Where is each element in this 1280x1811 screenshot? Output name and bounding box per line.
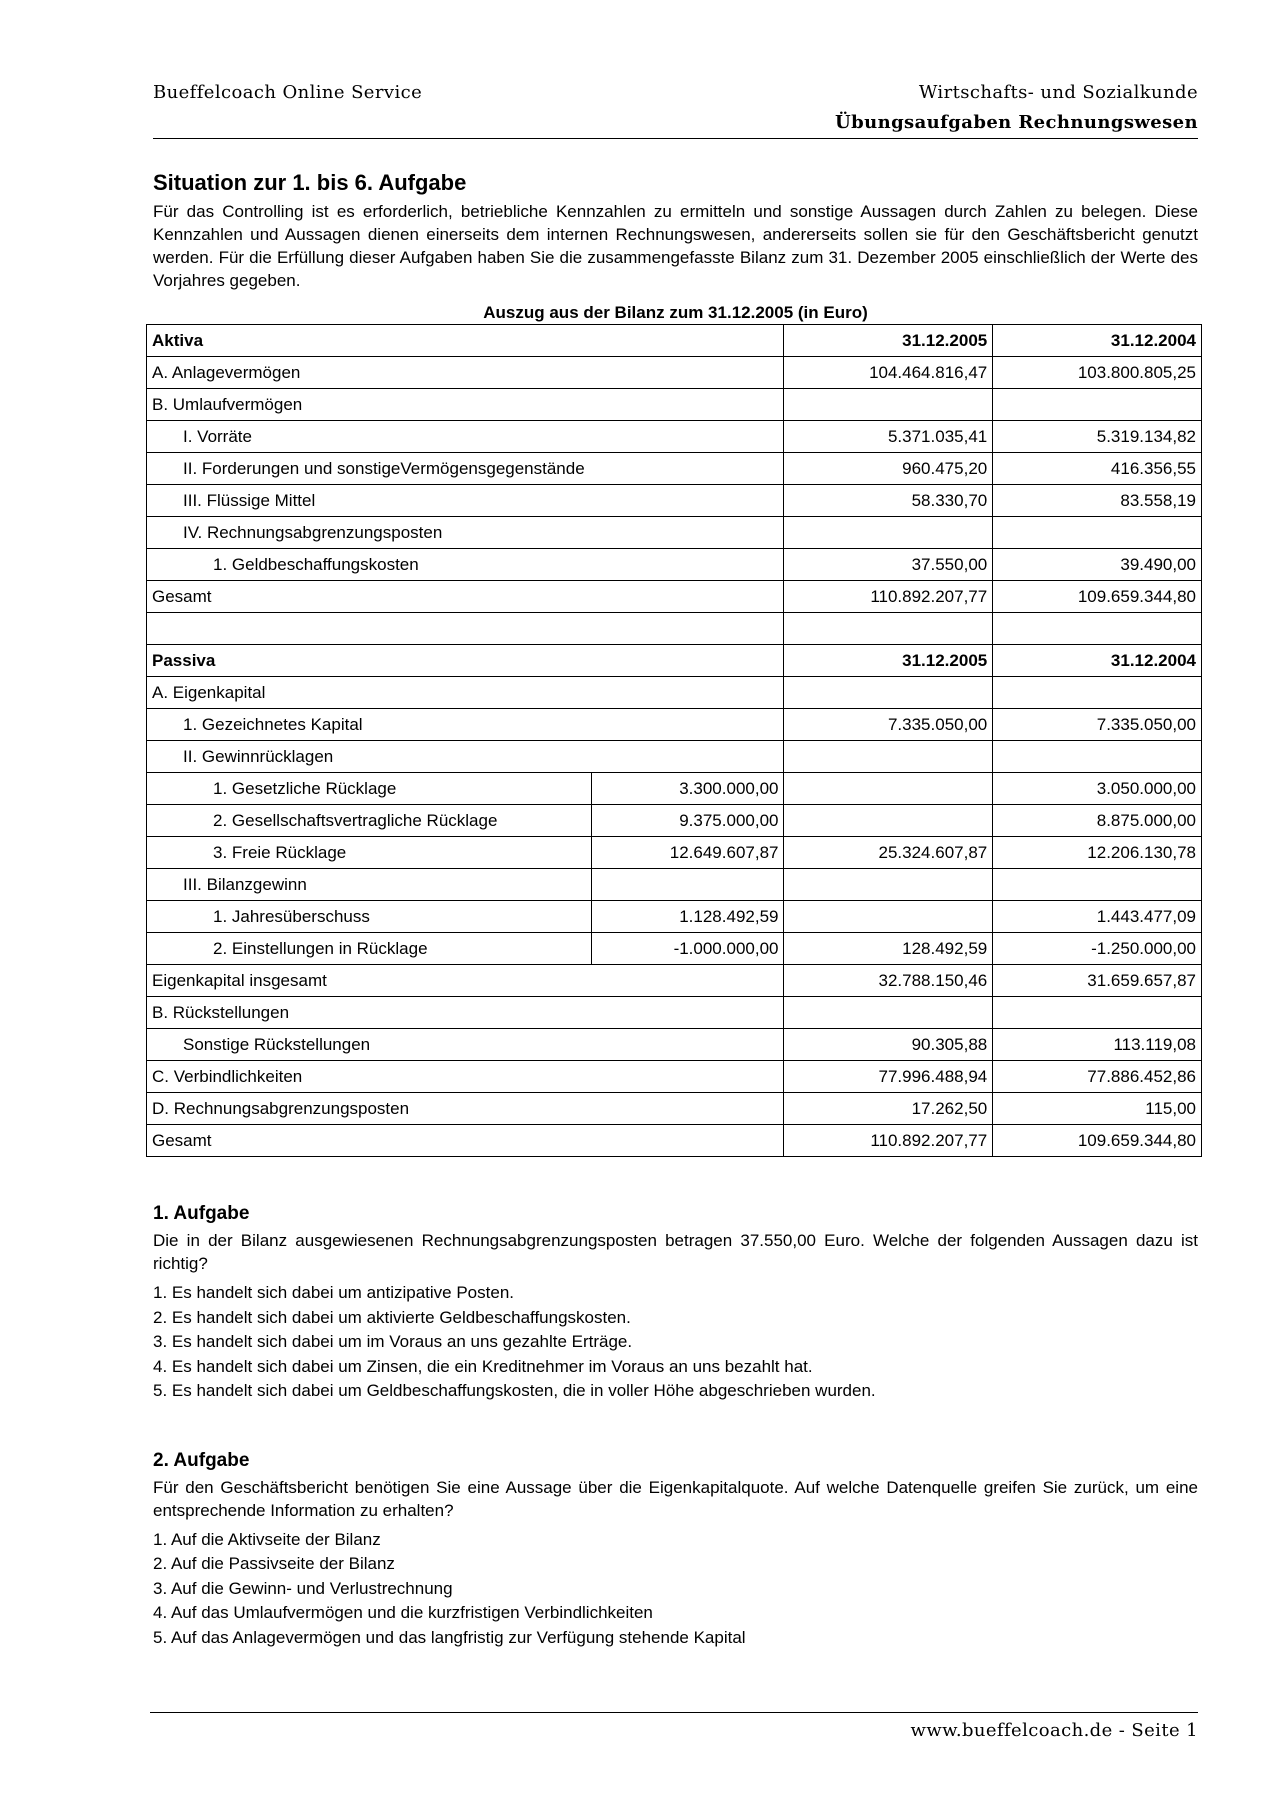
list-item: 2. Auf die Passivseite der Bilanz: [153, 1554, 395, 1573]
value-2004: [993, 517, 1202, 549]
header-left: Bueffelcoach Online Service: [153, 82, 423, 103]
sub-value: [591, 869, 784, 901]
table-row: [147, 965, 1202, 997]
table-title: Auszug aus der Bilanz zum 31.12.2005 (in Euro): [483, 303, 868, 322]
value-2005: [784, 517, 993, 549]
sub-value: -1.000.000,00: [591, 933, 784, 965]
row-label: IV. Rechnungsabgrenzungsposten: [147, 517, 784, 549]
table-row: [147, 805, 1202, 837]
table-row: [147, 517, 1202, 549]
balance-sheet-table: [146, 324, 1202, 1157]
value-2005: 7.335.050,00: [784, 709, 993, 741]
value-2004: [993, 389, 1202, 421]
table-row: [147, 1093, 1202, 1125]
value-2004: 103.800.805,25: [993, 357, 1202, 389]
list-item: 3. Es handelt sich dabei um im Voraus an uns gezahlte Erträge.: [153, 1332, 633, 1351]
task-1-text: Die in der Bilanz ausgewiesenen Rechnungsabgrenzungsposten betragen 37.550,00 Euro. Welche der folgenden Aussagen dazu ist richtig?: [153, 1231, 1198, 1273]
value-2004: 1.443.477,09: [993, 901, 1202, 933]
value-2005: [784, 677, 993, 709]
table-row: [147, 549, 1202, 581]
value-2005: 110.892.207,77: [784, 1125, 993, 1157]
row-label: Gesamt: [147, 1125, 784, 1157]
value-2005: 77.996.488,94: [784, 1061, 993, 1093]
row-label: D. Rechnungsabgrenzungsposten: [147, 1093, 784, 1125]
table-row: [147, 1029, 1202, 1061]
task-2: [153, 1448, 1198, 1651]
value-2004: 109.659.344,80: [993, 581, 1202, 613]
table-row: [147, 677, 1202, 709]
value-2005: 5.371.035,41: [784, 421, 993, 453]
value-2005: 17.262,50: [784, 1093, 993, 1125]
value-2004: [993, 997, 1202, 1029]
list-item: 1. Auf die Aktivseite der Bilanz: [153, 1529, 381, 1549]
table-row: [147, 581, 1202, 613]
row-label: B. Rückstellungen: [147, 997, 784, 1029]
task-1: [153, 1201, 1198, 1404]
table-row: [147, 709, 1202, 741]
row-label: Gesamt: [147, 581, 784, 613]
row-label: 2. Einstellungen in Rücklage: [147, 933, 592, 965]
list-item: 1. Es handelt sich dabei um antizipative Posten.: [153, 1283, 514, 1302]
row-label: 1. Geldbeschaffungskosten: [147, 549, 784, 581]
row-label: Sonstige Rückstellungen: [147, 1029, 784, 1061]
sub-value: 12.649.607,87: [591, 837, 784, 869]
table-row: [147, 901, 1202, 933]
sub-value: 3.300.000,00: [591, 773, 784, 805]
header-subject: Wirtschafts- und Sozialkunde: [918, 82, 1198, 103]
row-label: A. Anlagevermögen: [147, 357, 784, 389]
row-label: II. Forderungen und sonstigeVermögensgegenstände: [147, 453, 784, 485]
task-1-options: [153, 1281, 1198, 1404]
value-2005: [784, 997, 993, 1029]
task-2-options: [153, 1528, 1198, 1651]
task-2-text: Für den Geschäftsbericht benötigen Sie eine Aussage über die Eigenkapitalquote. Auf welche Datenquelle greifen Sie zurück, um eine entsprechende Information zu erhalten?: [153, 1477, 1198, 1520]
row-label: 1. Gezeichnetes Kapital: [147, 709, 784, 741]
row-label: 3. Freie Rücklage: [147, 837, 592, 869]
value-2004: 77.886.452,86: [993, 1061, 1202, 1093]
value-2005: [784, 805, 993, 837]
col-2004-header: 31.12.2004: [993, 325, 1202, 357]
value-2005: [784, 773, 993, 805]
value-2005: 90.305,88: [784, 1029, 993, 1061]
table-row: [147, 741, 1202, 773]
value-2005: 58.330,70: [784, 485, 993, 517]
page-content: [153, 168, 1198, 1650]
value-2004: 113.119,08: [993, 1029, 1202, 1061]
value-2004: [993, 741, 1202, 773]
value-2004: 8.875.000,00: [993, 805, 1202, 837]
table-row: [147, 997, 1202, 1029]
value-2004: 39.490,00: [993, 549, 1202, 581]
row-label: Passiva: [147, 645, 784, 677]
table-row: [147, 325, 1202, 357]
row-label: Eigenkapital insgesamt: [147, 965, 784, 997]
value-2004: [993, 613, 1202, 645]
sub-value: 1.128.492,59: [591, 901, 784, 933]
value-2004: 7.335.050,00: [993, 709, 1202, 741]
row-label: 1. Jahresüberschuss: [147, 901, 592, 933]
task-2-title: 2. Aufgabe: [153, 1449, 250, 1471]
table-row: [147, 773, 1202, 805]
row-label: III. Flüssige Mittel: [147, 485, 784, 517]
table-row: [147, 389, 1202, 421]
row-label: 2. Gesellschaftsvertragliche Rücklage: [147, 805, 592, 837]
table-row: [147, 485, 1202, 517]
row-label: 1. Gesetzliche Rücklage: [147, 773, 592, 805]
header-topic: Übungsaufgaben Rechnungswesen: [835, 112, 1198, 133]
page-header: [153, 80, 1198, 139]
row-label: [147, 613, 784, 645]
table-row: [147, 357, 1202, 389]
value-2005: 128.492,59: [784, 933, 993, 965]
table-row: [147, 869, 1202, 901]
value-2005: 960.475,20: [784, 453, 993, 485]
value-2004: 83.558,19: [993, 485, 1202, 517]
value-2005: [784, 869, 993, 901]
sub-value: 9.375.000,00: [591, 805, 784, 837]
col-2004-header: 31.12.2004: [993, 645, 1202, 677]
list-item: 2. Es handelt sich dabei um aktivierte Geldbeschaffungskosten.: [153, 1307, 631, 1327]
row-label: Aktiva: [147, 325, 784, 357]
value-2004: 31.659.657,87: [993, 965, 1202, 997]
list-item: 4. Es handelt sich dabei um Zinsen, die ein Kreditnehmer im Voraus an uns bezahlt hat.: [153, 1356, 813, 1376]
value-2004: 3.050.000,00: [993, 773, 1202, 805]
value-2004: [993, 677, 1202, 709]
row-label: III. Bilanzgewinn: [147, 869, 592, 901]
situation-title: Situation zur 1. bis 6. Aufgabe: [153, 170, 467, 195]
value-2005: 32.788.150,46: [784, 965, 993, 997]
table-row: [147, 837, 1202, 869]
value-2005: 25.324.607,87: [784, 837, 993, 869]
table-row: [147, 1125, 1202, 1157]
situation-text: Für das Controlling ist es erforderlich, betriebliche Kennzahlen zu ermitteln und sonstige Aussagen durch Zahlen zu belegen. Diese Kennzahlen und Aussagen dienen einerseits dem internen Rechnungswesen, andererseits sollen sie für den Geschäftsbericht genutzt werden. Für die Erfüllung dieser Aufgaben haben Sie die zusammengefasste Bilanz zum 31. Dezember 2005 einschließlich der Werte des Vorjahres gegeben.: [153, 202, 1198, 290]
footer-text: www.bueffelcoach.de - Seite 1: [910, 1720, 1198, 1741]
value-2004: 115,00: [993, 1093, 1202, 1125]
value-2005: [784, 613, 993, 645]
row-label: A. Eigenkapital: [147, 677, 784, 709]
value-2004: -1.250.000,00: [993, 933, 1202, 965]
value-2005: 37.550,00: [784, 549, 993, 581]
table-row-empty: [147, 613, 1202, 645]
value-2004: 5.319.134,82: [993, 421, 1202, 453]
list-item: 3. Auf die Gewinn- und Verlustrechnung: [153, 1578, 453, 1598]
value-2004: 416.356,55: [993, 453, 1202, 485]
table-row: [147, 1061, 1202, 1093]
value-2005: [784, 901, 993, 933]
table-row: [147, 933, 1202, 965]
value-2005: [784, 389, 993, 421]
col-2005-header: 31.12.2005: [784, 325, 993, 357]
list-item: 5. Es handelt sich dabei um Geldbeschaffungskosten, die in voller Höhe abgeschrieben wurden.: [153, 1381, 876, 1400]
task-1-title: 1. Aufgabe: [153, 1203, 250, 1224]
list-item: 4. Auf das Umlaufvermögen und die kurzfristigen Verbindlichkeiten: [153, 1603, 653, 1622]
value-2004: 12.206.130,78: [993, 837, 1202, 869]
value-2005: [784, 741, 993, 773]
value-2005: 104.464.816,47: [784, 357, 993, 389]
value-2004: 109.659.344,80: [993, 1125, 1202, 1157]
row-label: C. Verbindlichkeiten: [147, 1061, 784, 1093]
row-label: II. Gewinnrücklagen: [147, 741, 784, 773]
list-item: 5. Auf das Anlagevermögen und das langfristig zur Verfügung stehende Kapital: [153, 1627, 746, 1647]
table-row: [147, 453, 1202, 485]
row-label: B. Umlaufvermögen: [147, 389, 784, 421]
table-row: [147, 421, 1202, 453]
value-2004: [993, 869, 1202, 901]
page-footer: [150, 1712, 1198, 1741]
table-row: [147, 645, 1202, 677]
col-2005-header: 31.12.2005: [784, 645, 993, 677]
row-label: I. Vorräte: [147, 421, 784, 453]
value-2005: 110.892.207,77: [784, 581, 993, 613]
